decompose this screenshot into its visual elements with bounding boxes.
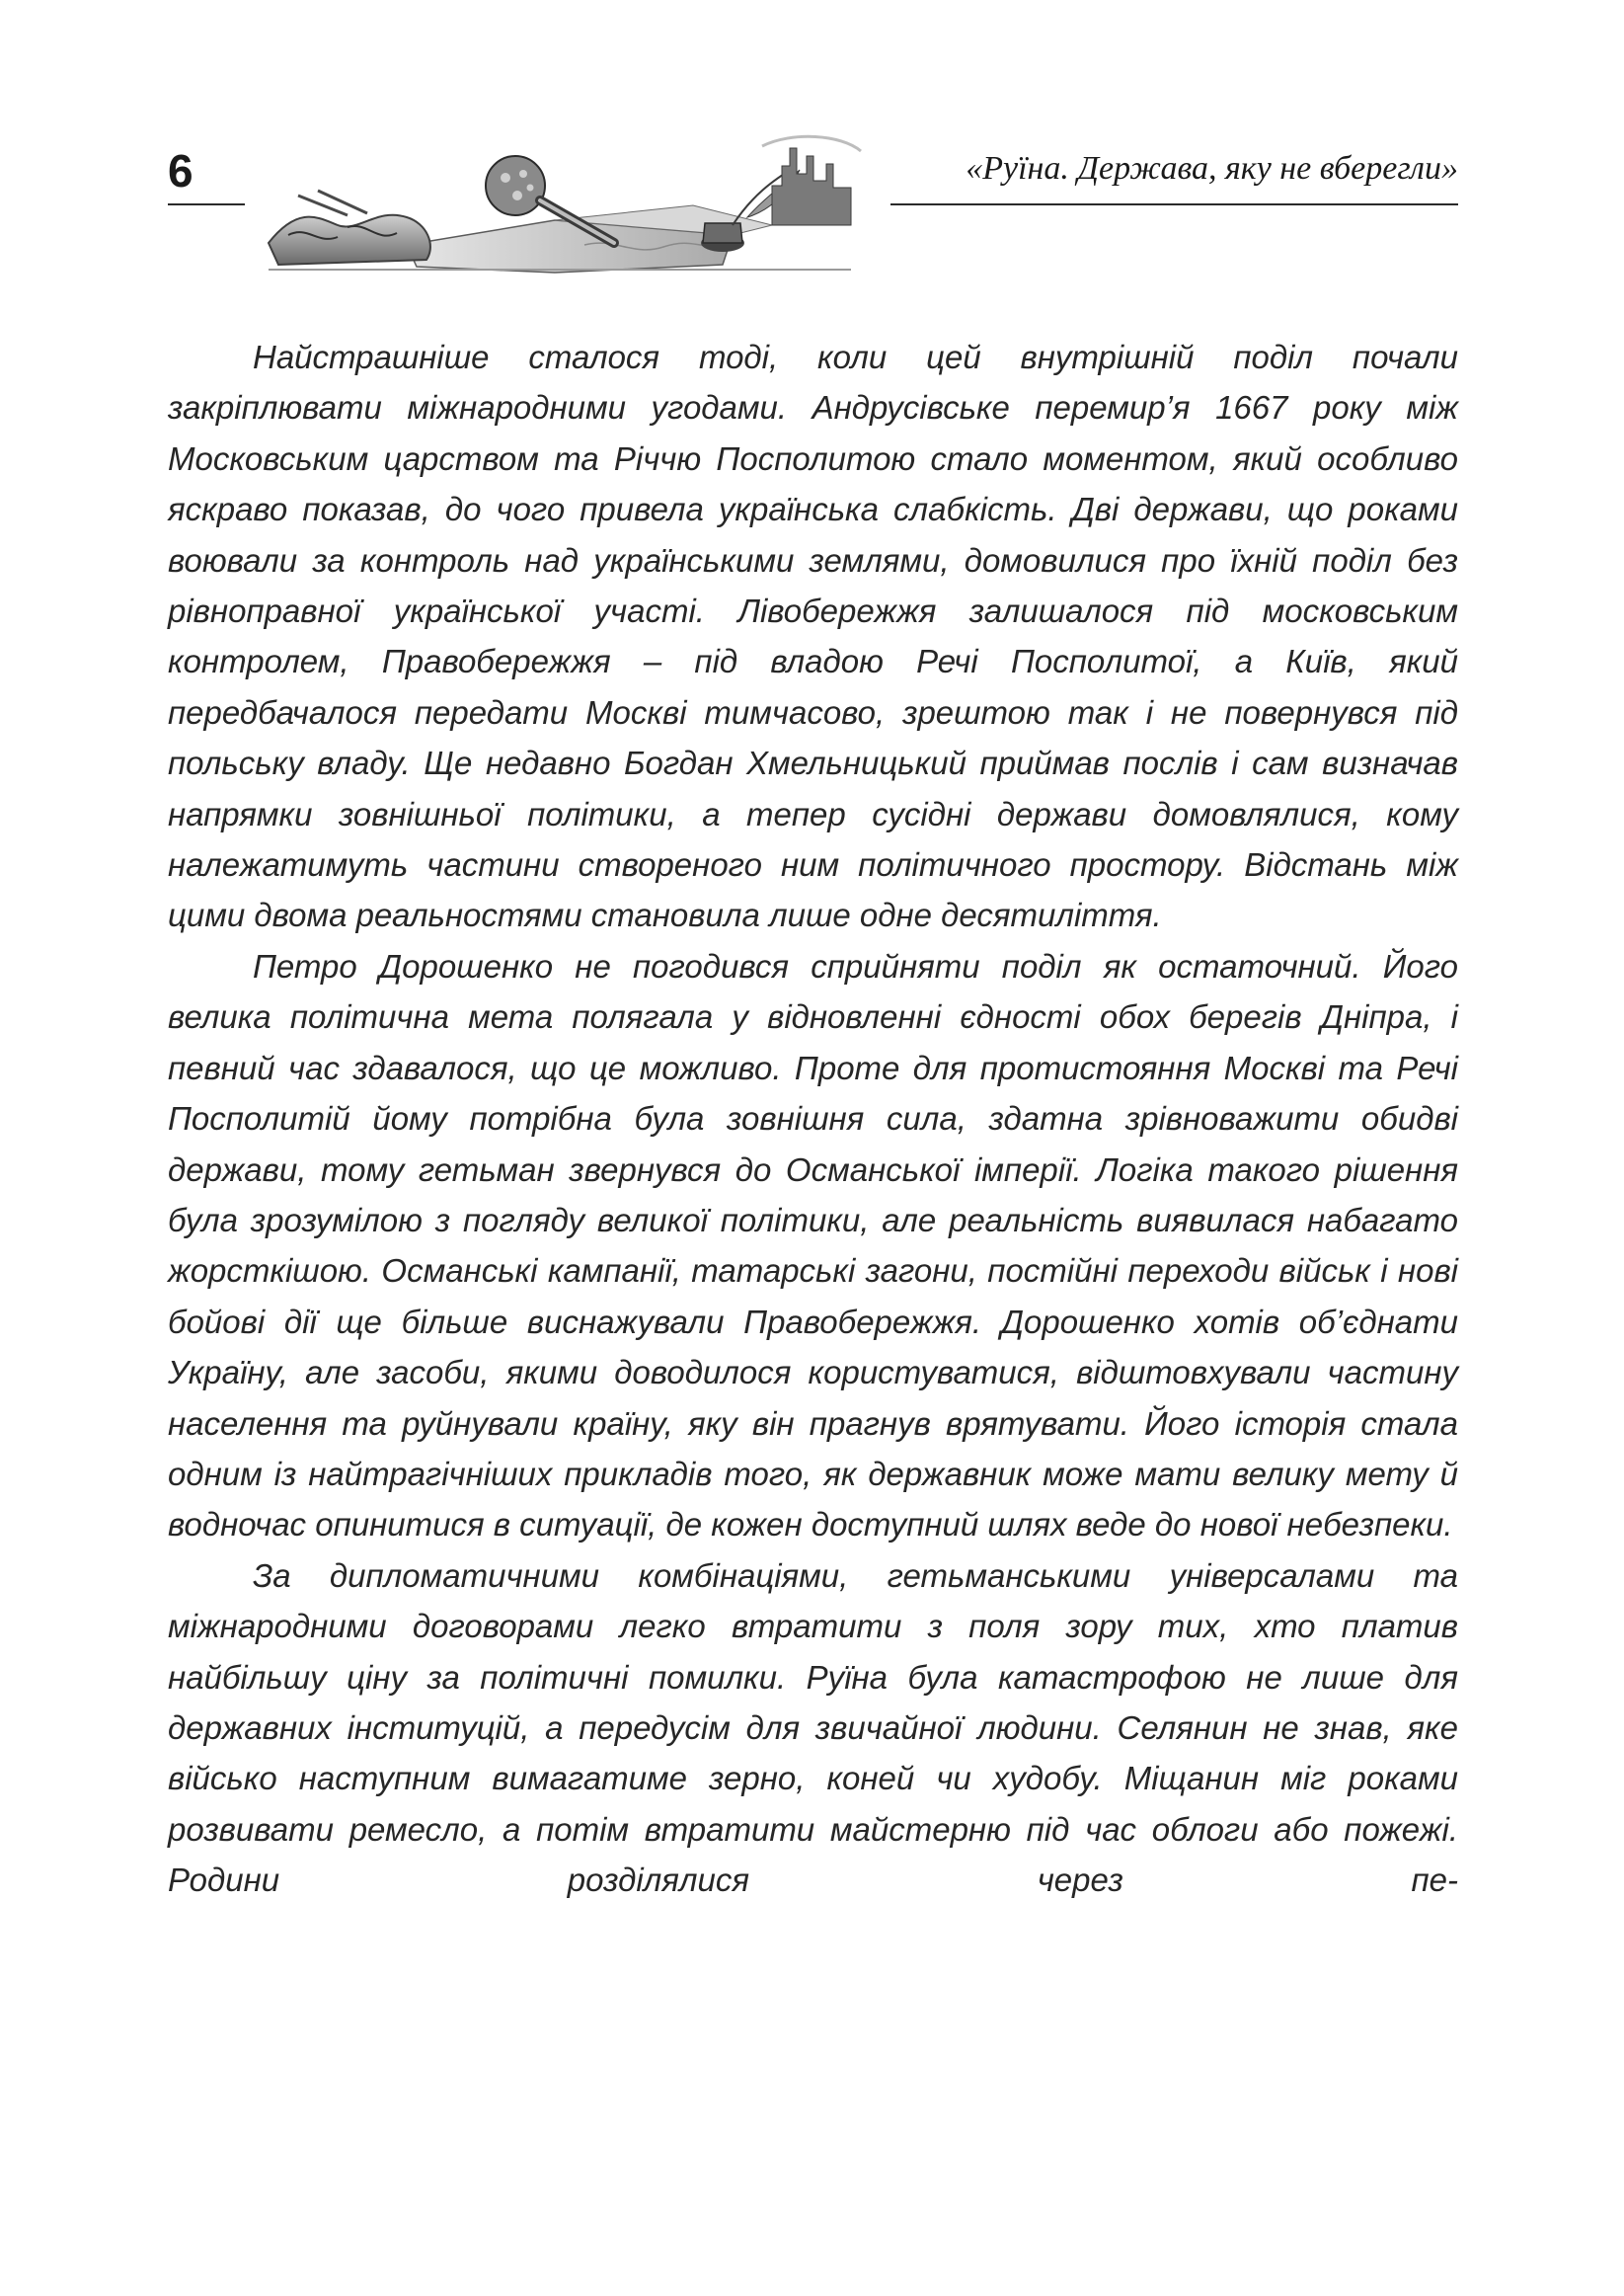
body-text [168, 332, 1458, 1906]
historical-still-life-illustration-icon [259, 126, 877, 275]
paragraph: Петро Дорошенко не погодився сприйняти поділ як остаточний. Його велика політична мета полягала у відновленні єдності обох берегів Дніпра, і певний час здавалося, що це можливо. Проте для протистояння Москві та Речі Посполитій йому потрібна була зовнішня сила, здатна зрівноважити обидві держави, тому гетьман звернувся до Османської імперії. Логіка такого рішення була зрозумілою з погляду великої політики, але реальність виявилася набагато жорсткішою. Османські кампанії, татарські загони, постійні переходи військ і нові бойові дії ще більше виснажували Правобережжя. Дорошенко хотів об’єднати Україну, але засоби, якими доводилося користуватися, відштовхували частину населення та руйнували країну, яку він прагнув врятувати. Його історія стала одним із найтрагічніших прикладів того, як державник може мати велику мету й водночас опинитися в ситуації, де кожен доступний шлях веде до нової небезпеки. [168, 947, 1458, 1544]
paragraph: Найстрашніше сталося тоді, коли цей внутрішній поділ почали закріплювати міжнародними угодами. Андрусівське перемир’я 1667 року між Московським царством та Річчю Посполитою стало моментом, який особливо яскраво показав, до чого привела українська слабкість. Дві держави, що роками воювали за контроль над українськими землями, домовилися про їхній поділ без рівноправної української участі. Лівобережжя залишалося під московським контролем, Правобережжя – під владою Речі Посполитої, а Київ, який передбачалося передати Москві тимчасово, зрештою так і не повернувся під польську владу. Ще недавно Богдан Хмельницький приймав послів і сам визначав напрямки зовнішньої політики, а тепер сусідні держави домовлялися, кому належатимуть частини створеного ним політичного простору. Відстань між цими двома реальностями становила лише одне десятиліття. [168, 339, 1458, 934]
page-number: 6 [168, 145, 193, 197]
paragraph: За дипломатичними комбінаціями, гетьманськими універсалами та міжнародними договорами легко втратити з поля зору тих, хто платив найбільшу ціну за політичні помилки. Руїна була катастрофою не лише для державних інституцій, а передусім для звичайної людини. Селянин не знав, яке військо наступним вимагатиме зерно, коней чи худобу. Міщанин міг роками розвивати ремесло, а потім втратити майстерню під час облоги або пожежі. Родини розділялися через пе- [168, 1556, 1458, 1899]
header-rule-left [168, 203, 245, 205]
running-title: «Руїна. Держава, яку не вберегли» [966, 150, 1458, 187]
header-rule-right [890, 203, 1458, 205]
